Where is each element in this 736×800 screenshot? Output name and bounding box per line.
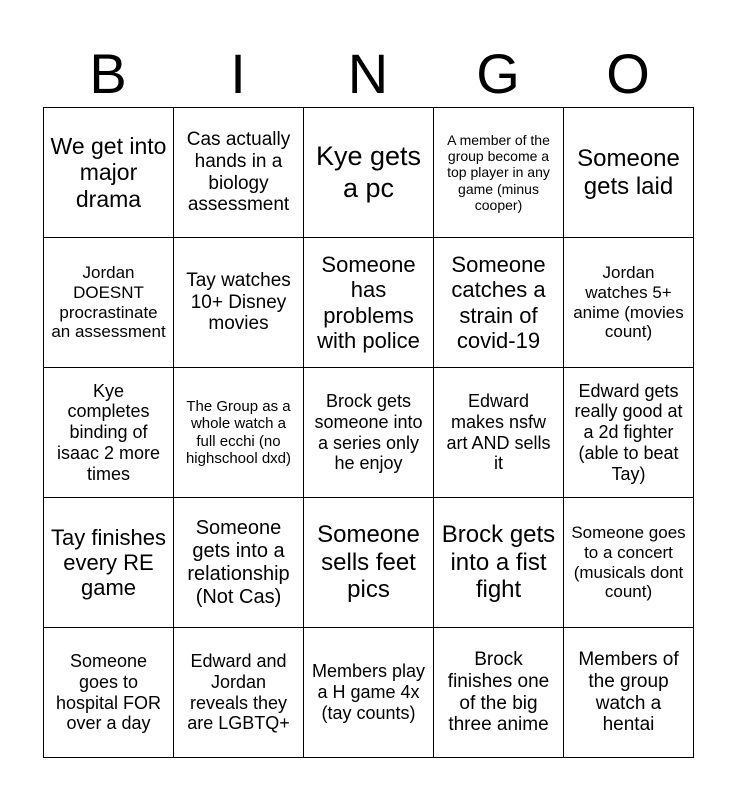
cell-text: Brock gets someone into a series only he enjoy: [314, 391, 423, 474]
cell-text: Brock gets into a fist fight: [441, 521, 556, 604]
bingo-cell[interactable]: [434, 238, 564, 368]
cell-text: We get into major drama: [50, 132, 167, 212]
bingo-cell[interactable]: [564, 238, 694, 368]
bingo-cell[interactable]: [44, 498, 174, 628]
header-letter-o: O: [606, 42, 650, 105]
cell-text: The Group as a whole watch a full ecchi (no highschool dxd): [185, 398, 292, 467]
bingo-cell[interactable]: [564, 628, 694, 758]
cell-text: Cas actually hands in a biology assessment: [186, 128, 291, 216]
bingo-cell[interactable]: [174, 498, 304, 628]
cell-text: Jordan DOESNT procrastinate an assessment: [51, 263, 166, 342]
bingo-cell[interactable]: [304, 368, 434, 498]
cell-text: Edward makes nsfw art AND sells it: [446, 391, 551, 474]
cell-text: Kye completes binding of isaac 2 more times: [56, 380, 161, 484]
bingo-cell[interactable]: [304, 108, 434, 238]
bingo-cell[interactable]: [434, 108, 564, 238]
cell-text: Edward gets really good at a 2d fighter (able to beat Tay): [574, 380, 683, 484]
bingo-cell[interactable]: [564, 108, 694, 238]
bingo-cell[interactable]: [44, 368, 174, 498]
header-letter-b: B: [89, 42, 127, 105]
bingo-cell[interactable]: [44, 628, 174, 758]
cell-text: Someone goes to a concert (musicals dont count): [571, 523, 686, 602]
cell-text: Tay watches 10+ Disney movies: [186, 269, 291, 335]
bingo-cell[interactable]: [304, 628, 434, 758]
cell-text: Someone catches a strain of covid-19: [451, 251, 546, 353]
cell-text: Edward and Jordan reveals they are LGBTQ+: [187, 651, 290, 734]
bingo-cell[interactable]: [304, 238, 434, 368]
cell-text: Tay finishes every RE game: [51, 524, 166, 601]
bingo-cell[interactable]: [434, 628, 564, 758]
header-letter-i: I: [230, 42, 246, 105]
bingo-cell[interactable]: [564, 368, 694, 498]
bingo-cell[interactable]: [44, 238, 174, 368]
header-letter-g: G: [476, 42, 520, 105]
cell-text: Kye gets a pc: [315, 141, 422, 203]
cell-text: Jordan watches 5+ anime (movies count): [573, 263, 684, 342]
bingo-cell[interactable]: [304, 498, 434, 628]
cell-text: Brock finishes one of the big three anime: [447, 648, 550, 736]
bingo-cell[interactable]: [174, 628, 304, 758]
cell-text: Members of the group watch a hentai: [578, 648, 679, 736]
cell-text: A member of the group become a top player in any game (minus cooper): [447, 132, 550, 213]
bingo-cell[interactable]: [174, 368, 304, 498]
bingo-cell[interactable]: [174, 238, 304, 368]
bingo-board: [43, 107, 694, 758]
bingo-cell[interactable]: [564, 498, 694, 628]
cell-text: Someone gets laid: [577, 144, 680, 200]
cell-text: Someone goes to hospital FOR over a day: [55, 651, 162, 734]
bingo-cell[interactable]: [434, 368, 564, 498]
bingo-cell[interactable]: [434, 498, 564, 628]
bingo-header: [43, 40, 693, 108]
cell-text: Someone sells feet pics: [317, 521, 420, 604]
cell-text: Members play a H game 4x (tay counts): [311, 661, 426, 723]
header-letter-n: N: [347, 42, 389, 105]
cell-text: Someone has problems with police: [317, 251, 420, 353]
bingo-cell[interactable]: [174, 108, 304, 238]
cell-text: Someone gets into a relationship (Not Cas): [187, 516, 290, 608]
bingo-cell[interactable]: [44, 108, 174, 238]
